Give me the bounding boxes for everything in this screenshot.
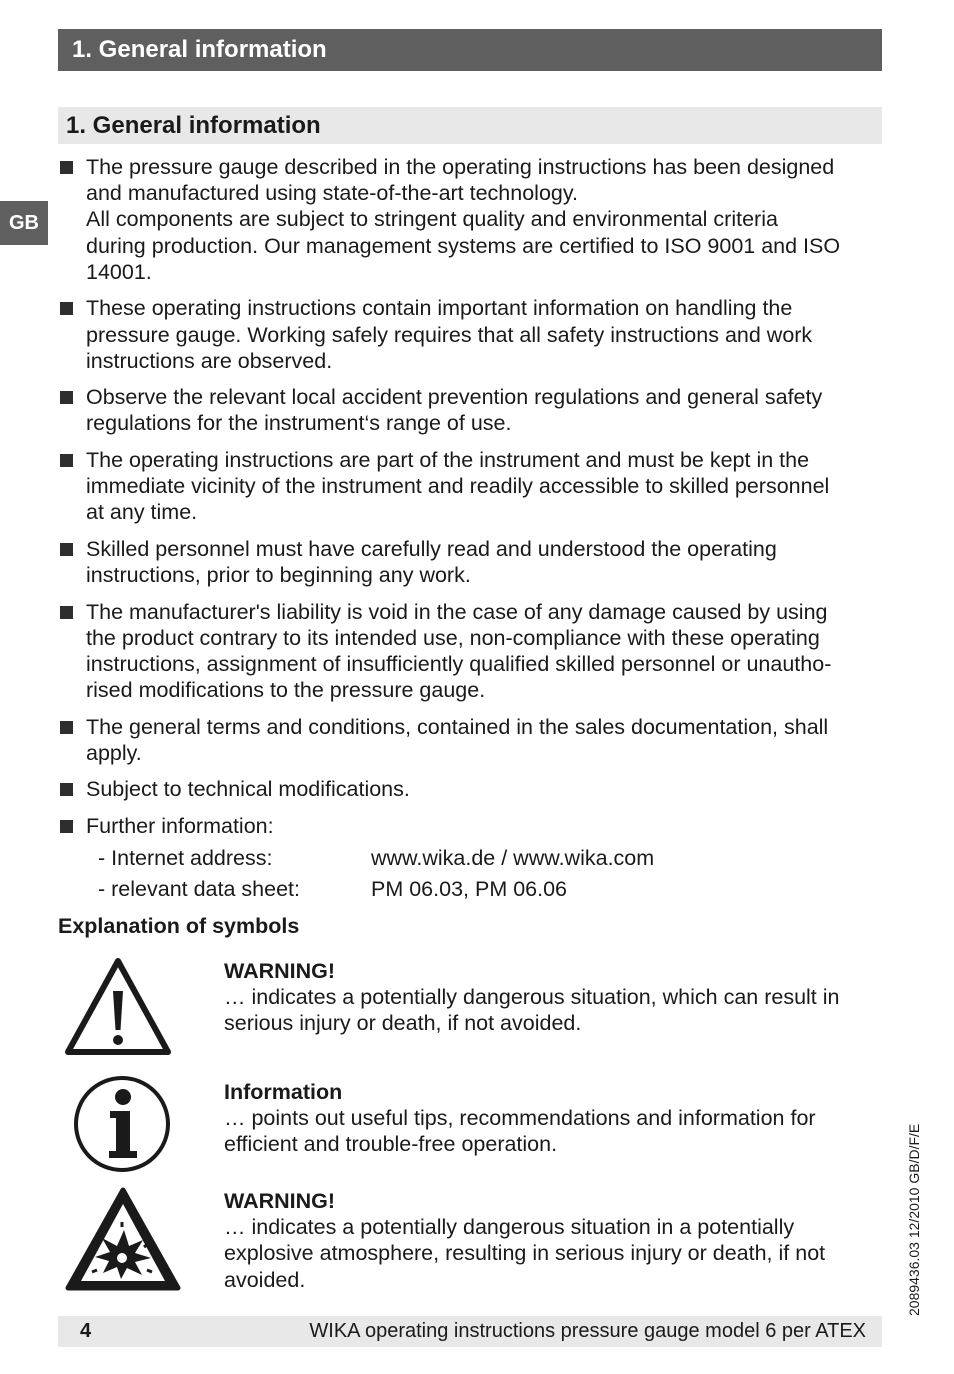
symbol-title: WARNING! [224,959,336,983]
symbol-description [224,1214,882,1293]
bullet-item [58,295,882,374]
bullet-line: at any time. [86,500,198,525]
symbol-description-line: avoided. [224,1267,306,1292]
symbol-information [58,1074,882,1179]
bullet-line: The manufacturer's liability is void in the case of any damage caused by using [86,599,828,624]
bullet-line: Skilled personnel must have carefully read and understood the operating [86,536,777,561]
square-bullet-icon [60,606,73,619]
square-bullet-icon [60,454,73,467]
bullet-item [58,384,882,436]
further-info-row [86,874,882,905]
bullet-item [58,447,882,526]
bullet-line: instructions, assignment of insufficiently qualified skilled personnel or unautho- [86,651,832,676]
symbol-explosion-warning [58,1186,882,1296]
square-bullet-icon [60,783,73,796]
page-footer [58,1316,882,1347]
bullet-item [58,599,882,704]
page-number: 4 [80,1320,92,1342]
bullet-item [58,714,882,766]
bullet-line: Observe the relevant local accident prevention regulations and general safety [86,385,823,410]
section-title: 1. General information [66,112,321,139]
bullet-line: The general terms and conditions, contained in the sales documentation, shall [86,714,829,739]
symbol-description-line: efficient and trouble-free operation. [224,1132,558,1157]
internet-address-value: www.wika.de / www.wika.com [371,846,655,871]
symbol-description-line: … points out useful tips, recommendations and information for [224,1106,816,1131]
square-bullet-icon [60,820,73,833]
symbol-description-line: explosive atmosphere, resulting in serious injury or death, if not [224,1241,826,1266]
data-sheet-value: PM 06.03, PM 06.06 [371,877,567,902]
bullet-item [58,776,882,802]
bullet-line: apply. [86,740,142,765]
bullet-line: instructions, prior to beginning any work. [86,563,471,588]
bullet-line: during production. Our management systems are certified to ISO 9001 and ISO [86,233,841,258]
bullet-item [58,536,882,588]
bullet-line: The pressure gauge described in the operating instructions has been designed [86,155,835,179]
bullet-list [58,154,882,915]
symbol-description [224,1105,882,1157]
footer-text: WIKA operating instructions pressure gauge model 6 per ATEX [309,1320,866,1342]
chapter-title: 1. General information [72,36,327,63]
further-info-row [86,843,882,874]
bullet-line: The operating instructions are part of the instrument and must be kept in the [86,447,810,472]
symbol-description [224,984,882,1036]
bullet-line: and manufactured using state-of-the-art technology. [86,181,579,206]
bullet-line: Further information: [86,813,274,838]
symbol-description-line: serious injury or death, if not avoided. [224,1011,582,1036]
symbol-warning [58,955,882,1065]
square-bullet-icon [60,391,73,404]
square-bullet-icon [60,721,73,734]
language-tab [0,201,48,245]
symbol-description-line: … indicates a potentially dangerous situation, which can result in [224,985,840,1010]
bullet-line: pressure gauge. Working safely requires that all safety instructions and work [86,322,813,347]
explosion-hazard-icon [64,1186,182,1299]
bullet-line: rised modifications to the pressure gauge. [86,678,486,703]
bullet-line: Subject to technical modifications. [86,777,410,802]
language-tab-label: GB [9,212,39,234]
section-heading-bar [58,107,882,144]
further-info-table [86,843,882,905]
bullet-line: immediate vicinity of the instrument and readily accessible to skilled personnel [86,474,830,499]
internet-address-label: - Internet address: [98,846,273,871]
bullet-line: instructions are observed. [86,348,333,373]
bullet-line: the product contrary to its intended use, non-compliance with these operating [86,625,820,650]
symbol-title: WARNING! [224,1189,336,1213]
bullet-line: 14001. [86,259,152,284]
bullet-item [58,813,882,905]
information-icon [72,1074,172,1179]
bullet-line: These operating instructions contain important information on handling the [86,296,793,321]
bullet-line: All components are subject to stringent quality and environmental criteria [86,207,778,232]
symbol-description-line: … indicates a potentially dangerous situation in a potentially [224,1215,795,1240]
bullet-item [58,154,882,285]
bullet-line: regulations for the instrument‘s range of use. [86,411,512,436]
document-code: 2089436.03 12/2010 GB/D/F/E [906,1123,922,1316]
square-bullet-icon [60,161,73,174]
data-sheet-label: - relevant data sheet: [98,877,300,902]
symbols-heading: Explanation of symbols [58,914,300,938]
square-bullet-icon [60,302,73,315]
symbol-title: Information [224,1080,343,1104]
square-bullet-icon [60,543,73,556]
warning-triangle-icon [64,957,172,1062]
chapter-header-bar [58,29,882,71]
